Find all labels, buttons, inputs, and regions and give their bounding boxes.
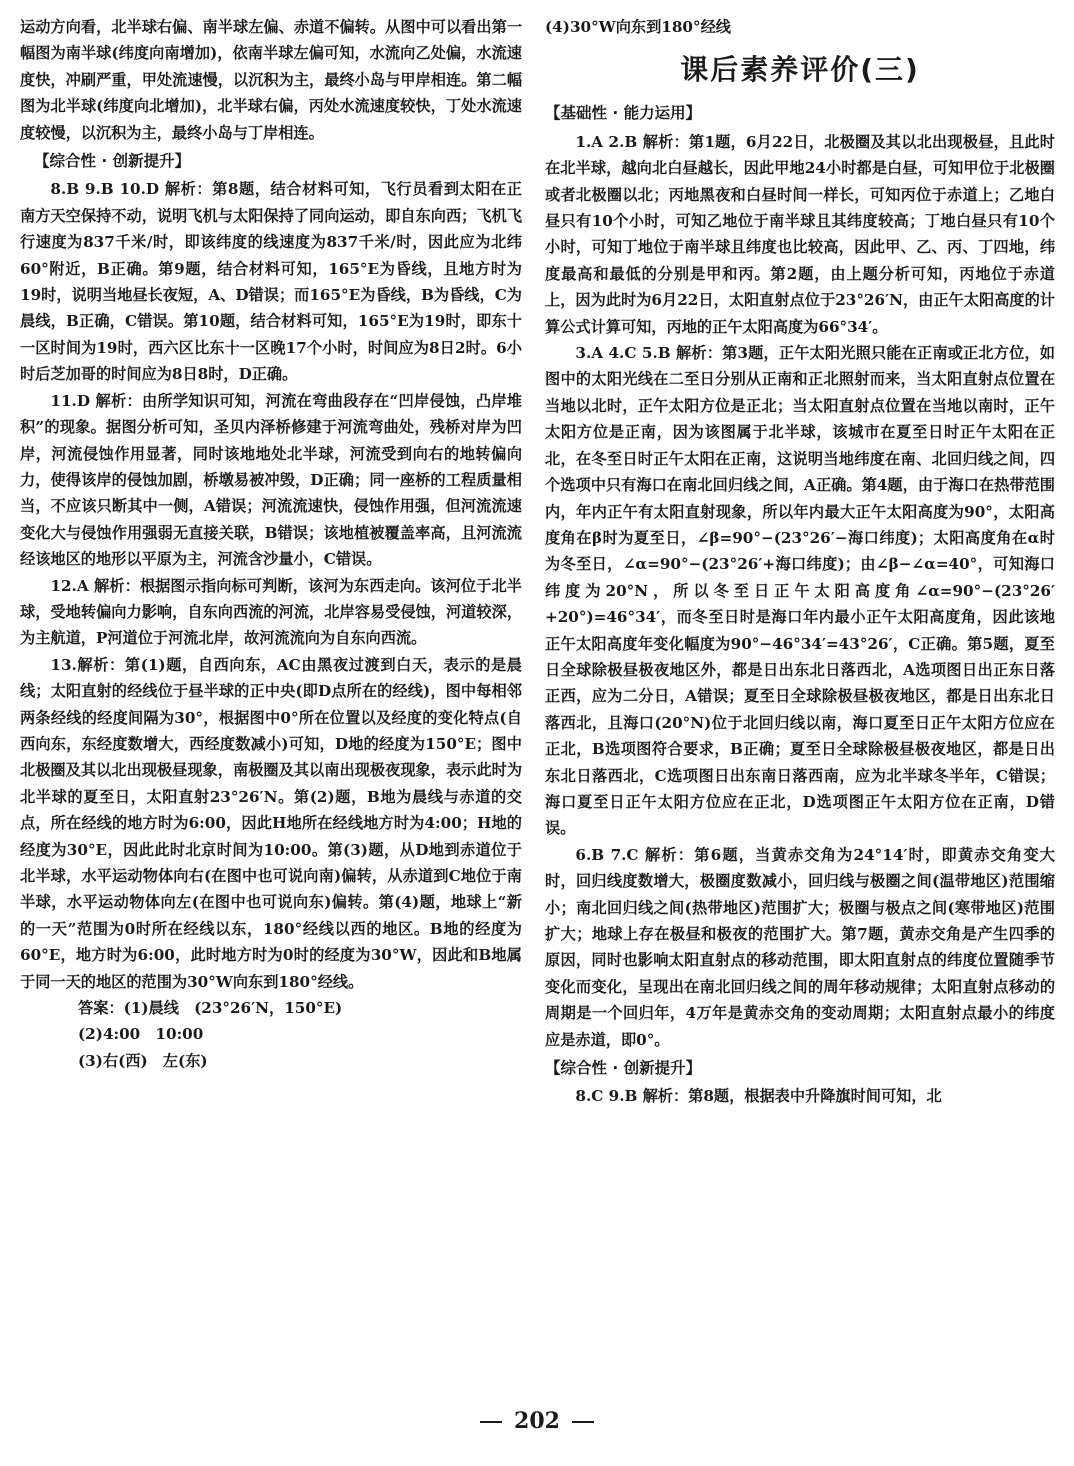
answer-6-7: 6.B 7.C 解析：第6题，当黄赤交角为24°14′时，即黄赤交角变大时，回归线度数增大，极圈度数减小，回归线与极圈之间(温带地区)范围缩小；南北回归线之间(热带地区)范围扩大；极圈与极点之间(寒带地区)范围扩大；地球上存在极昼和极夜的范围扩大。第7题，黄赤交角是产生四季的原因，同时也影响太阳直射点的移动范围，即太阳直射点的纬度位置随季节变化而变化，呈现出在南北回归线之间的周年移动规律；太阳直射点移动的周期是一个回归年，4万年是黄赤交角的变动周期；太阳直射点最小的纬度应是赤道，即0°。	[545, 845, 1055, 1049]
page-number	[0, 1408, 1074, 1434]
page-number-dash-right	[572, 1421, 594, 1423]
answer-13-part-4: (4)30°W向东到180°经线	[545, 18, 731, 36]
answer-8-9: 8.C 9.B 解析：第8题，根据表中升降旗时间可知，北	[575, 1087, 942, 1106]
answer-3-5: 3.A 4.C 5.B 解析：第3题，正午太阳光照只能在正南或正北方位，如图中的太阳光线在二至日分别从正南和正北照射而来，当太阳直射点位置在当地以北时，正午太阳方位是正北；当太阳直射点位置在当地以南时，正午太阳方位是正南，因为该图属于北半球，该城市在夏至日时正午太阳在正北，在冬至日时正午太阳在正南，这说明当地纬度在南、北回归线之间，四个选项中只有海口在南北回归线之间，A正确。第4题，由于海口在热带范围内，年内正午有太阳直射现象，所以年内最大正午太阳高度为90°，太阳高度角在β时为夏至日，∠β=90°−(23°26′−海口纬度)；太阳高度角在α时为冬至日，∠α=90°−(23°26′+海口纬度)；由∠β−∠α=40°，可知海口纬度为20°N，所以冬至日正午太阳高度角∠α=90°−(23°26′+20°)=46°34′，而冬至日时是海口年内最小正午太阳高度角，因此该地正午太阳高度年变化幅度为90°−46°34′=43°26′，C正确。第5题，夏至日全球除极昼极夜地区外，都是日出东北日落西北，A选项图日出正东日落正西，应为二分日，A错误；夏至日全球除极昼极夜地区，都是日出东北日落西北，且海口(20°N)位于北回归线以南，海口夏至日正午太阳方位应在正北，B选项图符合要求，B正确；夏至日全球除极昼极夜地区，都是日出东北日落西北，C选项图日出东南日落西南，应为北半球冬半年，C错误；海口夏至日正午太阳方位应在正北，D选项图正午太阳方位在正南，D错误。	[545, 344, 1055, 838]
answer-13-part-3: (3)右(西) 左(东)	[78, 1051, 208, 1070]
section-heading-comprehensive-right: 【综合性 · 创新提升】	[545, 1059, 702, 1078]
page-number-dash-left	[480, 1421, 502, 1423]
right-column	[545, 14, 1055, 1110]
page-title: 课后素养评价(三)	[680, 53, 920, 87]
answer-8-10: 8.B 9.B 10.D 解析：第8题，结合材料可知，飞行员看到太阳在正南方天空保持不动，说明飞机与太阳保持了同向运动，即自东向西；飞机飞行速度为837千米/时，即该纬度的线速度为837千米/时，因此应为北纬60°附近，B正确。第9题，结合材料可知，165°E为昏线，且地方时为19时，说明当地昼长夜短，A、D错误；而165°E为昏线，B为昏线，C为晨线，B正确，C错误。第10题，结合材料可知，165°E为19时，即东十一区时间为19时，西六区比东十一区晚17个小时，时间应为8日2时。6小时后芝加哥的时间应为8日8时，D正确。	[20, 180, 522, 384]
answer-13: 13.解析：第(1)题，自西向东，AC由黑夜过渡到白天，表示的是晨线；太阳直射的经线位于昼半球的正中央(即D点所在的经线)，图中每相邻两条经线的经度间隔为30°，根据图中0°所在位置以及经度的变化特点(自西向东，东经度数增大，西经度数减小)可知，D地的经度为150°E；图中北极圈及其以北出现极昼现象，南极圈及其以南出现极夜现象，表示此时为北半球的夏至日，太阳直射23°26′N。第(2)题，B地为晨线与赤道的交点，所在经线的地方时为6:00，因此H地所在经线地方时为4:00；H地的经度为30°E，因此此时北京时间为10:00。第(3)题，从D地到赤道位于北半球，水平运动物体向右(在图中也可说向南)偏转，从赤道到C地位于南半球，水平运动物体向左(在图中也可说向东)偏转。第(4)题，地球上“新的一天”范围为0时所在经线以东，180°经线以西的地区。B地的经度为60°E，地方时为6:00，此时地方时为0时的经度为30°W，因此和B地属于同一天的地区的范围为30°W向东到180°经线。	[20, 655, 522, 991]
left-column	[20, 14, 522, 1074]
section-heading-basic: 【基础性 · 能力运用】	[545, 104, 702, 123]
answer-13-part-2: (2)4:00 10:00	[78, 1025, 204, 1044]
left-paragraph-1: 运动方向看，北半球右偏、南半球左偏、赤道不偏转。从图中可以看出第一幅图为南半球(纬度向南增加)，依南半球左偏可知，水流向乙处偏，水流速度快，冲刷严重，甲处流速慢，以沉积为主，最终小岛与甲岸相连。第二幅图为北半球(纬度向北增加)，北半球右偏，丙处水流速度较快，丁处水流速度较慢，以沉积为主，最终小岛与丁岸相连。	[20, 18, 522, 142]
answer-11: 11.D 解析：由所学知识可知，河流在弯曲段存在“凹岸侵蚀，凸岸堆积”的现象。据图分析可知，圣贝内泽桥修建于河流弯曲处，残桥对岸为凹岸，河流侵蚀作用显著，同时该地地处北半球，河流受到向右的地转偏向力，使得该岸的侵蚀加剧，桥墩易被冲毁，D正确；同一座桥的工程质量相当，不应该只断其中一侧，A错误；河流流速快，侵蚀作用强，但河流流速变化大与侵蚀作用强弱无直接关联，B错误；该地植被覆盖率高，且河流流经该地区的地形以平原为主，河流含沙量小，C错误。	[20, 391, 522, 569]
answer-13-part-1: 答案：(1)晨线 (23°26′N，150°E)	[78, 999, 343, 1018]
answer-12: 12.A 解析：根据图示指向标可判断，该河为东西走向。该河位于北半球，受地转偏向力影响，自东向西流的河流，北岸容易受侵蚀，河道较深，为主航道，P河道位于河流北岸，故河流流向为自东向西流。	[20, 576, 522, 648]
answer-1-2: 1.A 2.B 解析：第1题，6月22日，北极圈及其以北出现极昼，且此时在北半球，越向北白昼越长，因此甲地24小时都是白昼，可知甲位于北极圈或者北极圈以北；丙地黑夜和白昼时间一样长，可知丙位于赤道上；乙地白昼只有10个小时，可知乙地位于南半球且其纬度较高；丁地白昼只有10个小时，可知丁地位于南半球且纬度也比较高，因此甲、乙、丙、丁四地，纬度最高和最低的分别是甲和丙。第2题，由上题分析可知，丙地位于赤道上，因为此时为6月22日，太阳直射点位于23°26′N，由正午太阳高度的计算公式计算可知，丙地的正午太阳高度为66°34′。	[545, 132, 1055, 336]
section-heading-comprehensive: 【综合性 · 创新提升】	[34, 152, 191, 171]
page-number-value: 202	[514, 1408, 560, 1434]
